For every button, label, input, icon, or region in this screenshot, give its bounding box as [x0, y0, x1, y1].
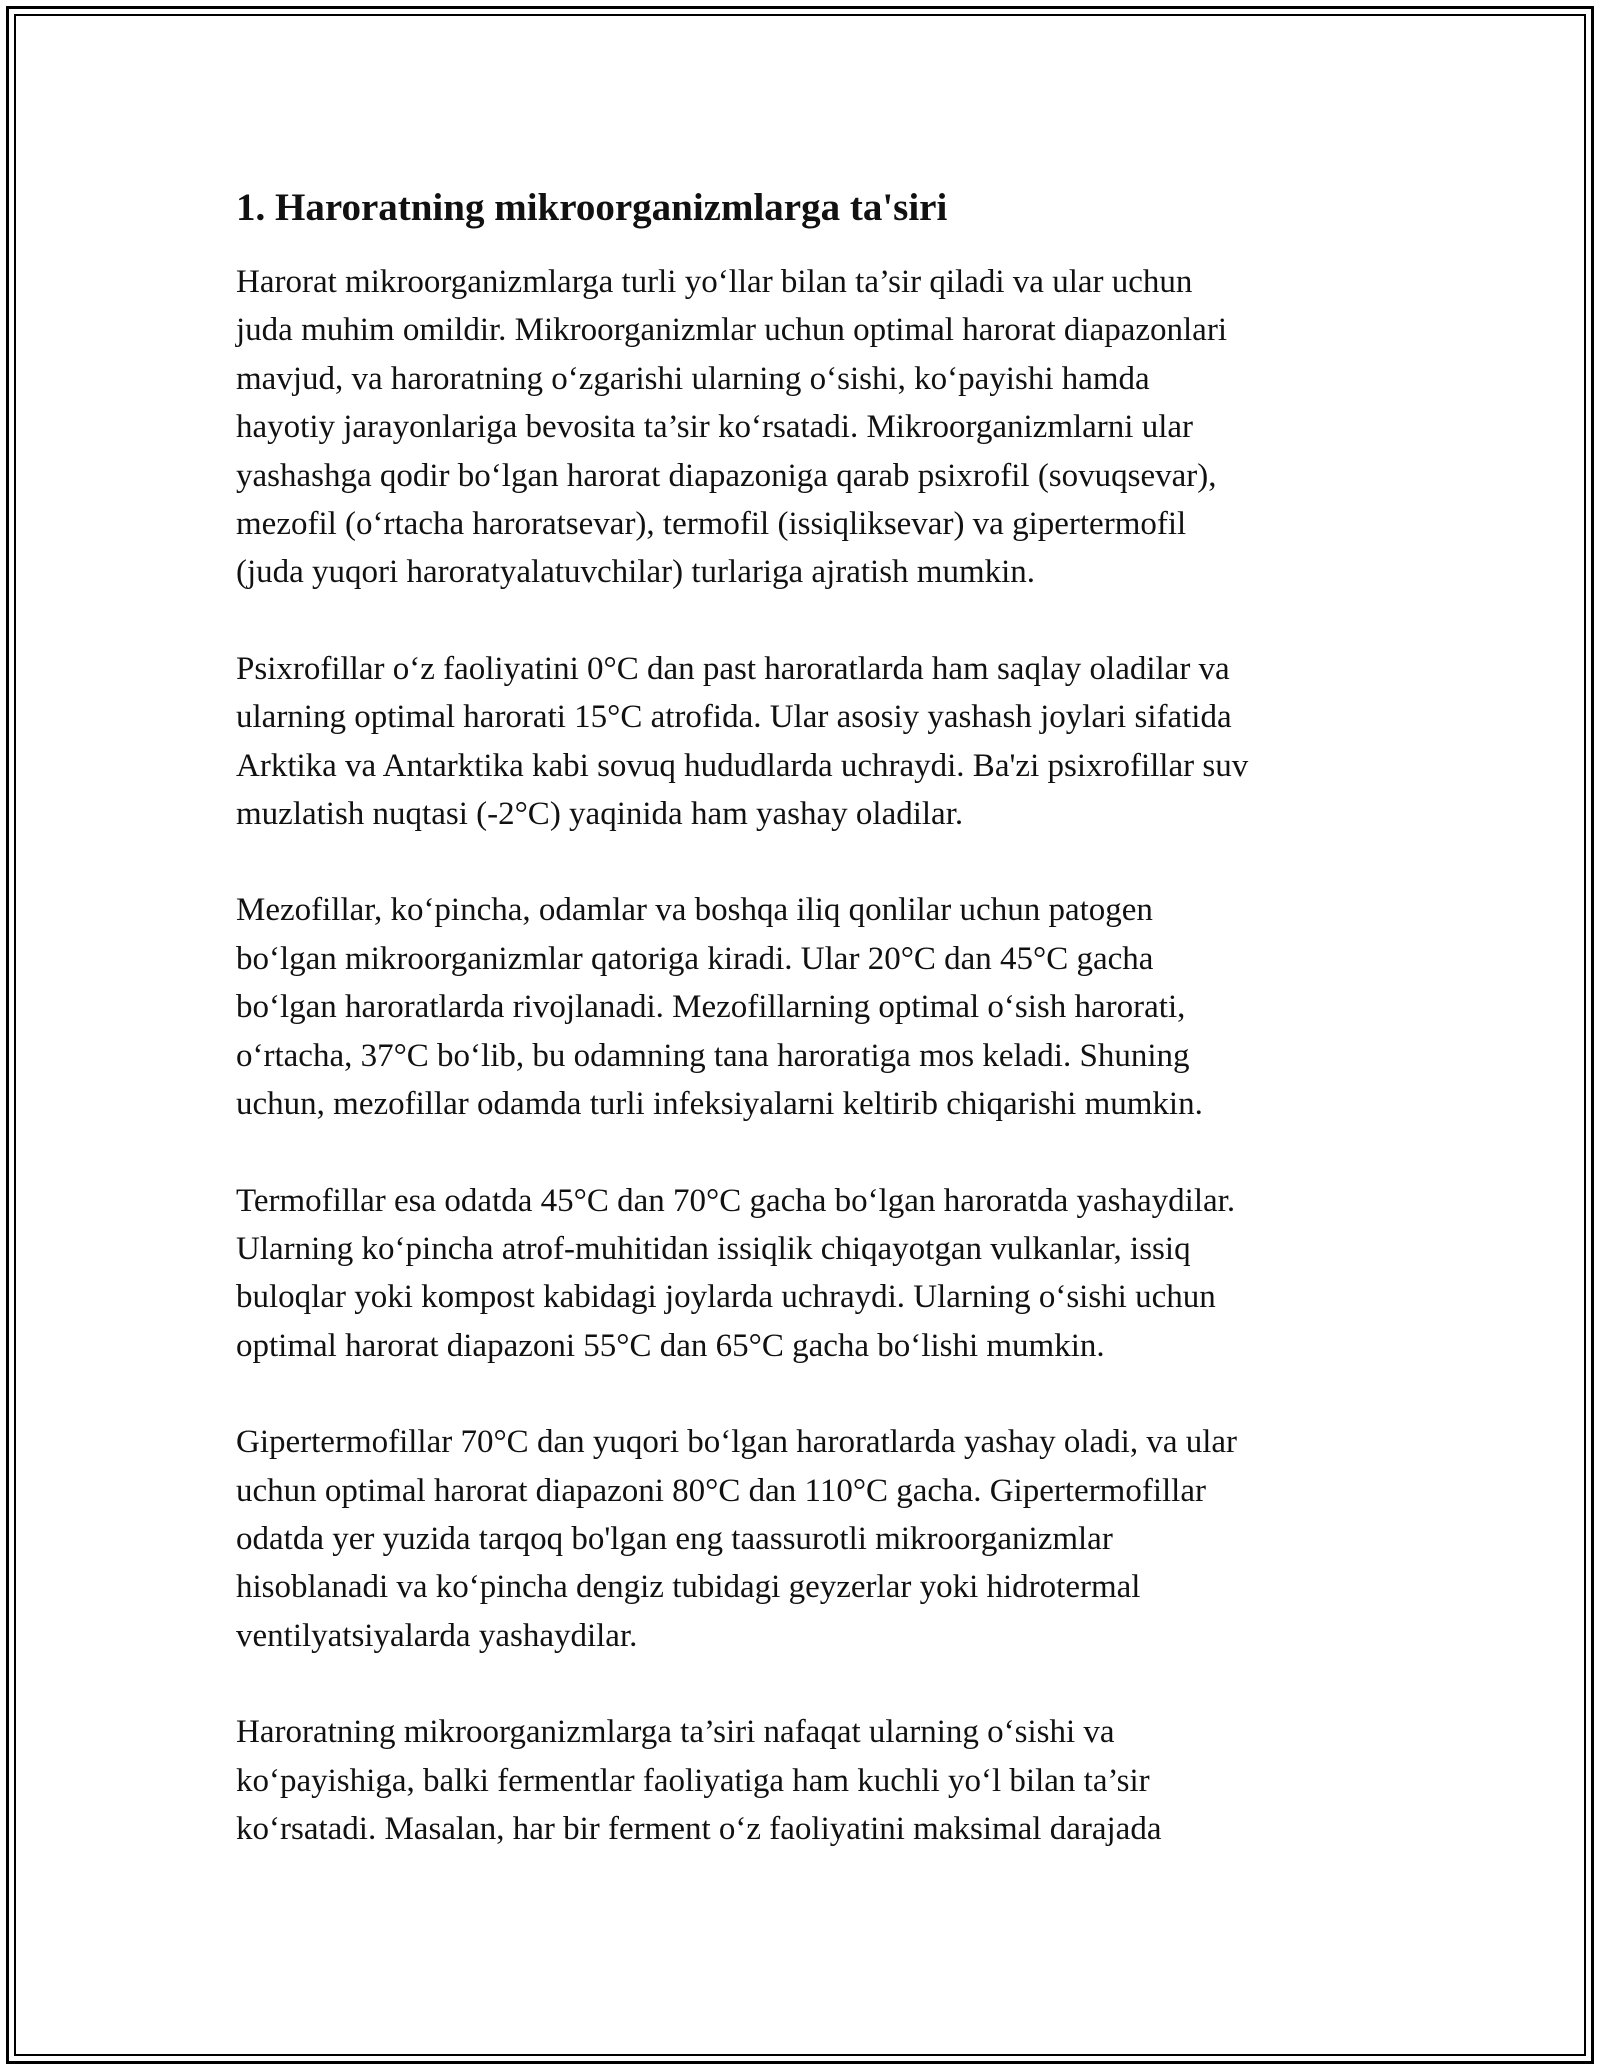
paragraph — [236, 886, 1386, 1128]
paragraph-line: uchun optimal harorat diapazoni 80°C dan 110°C gacha. Gipertermofillar — [236, 1472, 1206, 1509]
paragraph-line: bo‘lgan mikroorganizmlar qatoriga kiradi. Ular 20°C dan 45°C gacha — [236, 940, 1154, 977]
paragraph-line: (juda yuqori haroratyalatuvchilar) turlariga ajratish mumkin. — [236, 554, 1036, 591]
paragraph-line: ventilyatsiyalarda yashaydilar. — [236, 1617, 638, 1654]
paragraph-line: Harorat mikroorganizmlarga turli yo‘llar bilan ta’sir qiladi va ular uchun — [236, 264, 1193, 300]
paragraph — [236, 1177, 1386, 1371]
paragraph-line: hayotiy jarayonlariga bevosita ta’sir ko‘rsatadi. Mikroorganizmlarni ular — [236, 409, 1194, 446]
paragraph — [236, 1708, 1386, 1853]
paragraph-line: o‘rtacha, 37°C bo‘lib, bu odamning tana haroratiga mos keladi. Shuning — [236, 1037, 1190, 1074]
paragraph-line: Psixrofillar o‘z faoliyatini 0°C dan past haroratlarda ham saqlay oladilar va — [236, 650, 1230, 687]
paragraph-line: Ularning ko‘pincha atrof-muhitidan issiqlik chiqayotgan vulkanlar, issiq — [236, 1230, 1191, 1267]
paragraph-line: Mezofillar, ko‘pincha, odamlar va boshqa iliq qonlilar uchun patogen — [236, 892, 1153, 929]
paragraph-line: uchun, mezofillar odamda turli infeksiyalarni keltirib chiqarishi mumkin. — [236, 1086, 1203, 1123]
paragraph-line: Termofillar esa odatda 45°C dan 70°C gacha bo‘lgan haroratda yashaydilar. — [236, 1182, 1236, 1219]
paragraph-line: mavjud, va haroratning o‘zgarishi ularning o‘sishi, ko‘payishi hamda — [236, 360, 1150, 397]
paragraph-line: juda muhim omildir. Mikroorganizmlar uchun optimal harorat diapazonlari — [236, 312, 1227, 349]
paragraph-line: bo‘lgan haroratlarda rivojlanadi. Mezofillarning optimal o‘sish harorati, — [236, 989, 1186, 1026]
paragraph-line: yashashga qodir bo‘lgan harorat diapazoniga qarab psixrofil (sovuqsevar), — [236, 457, 1217, 494]
paragraph-line: muzlatish nuqtasi (-2°C) yaqinida ham yashay oladilar. — [236, 796, 964, 833]
paragraph-line: Arktika va Antarktika kabi sovuq hududlarda uchraydi. Ba'zi psixrofillar suv — [236, 747, 1249, 784]
paragraph-line: Gipertermofillar 70°C dan yuqori bo‘lgan haroratlarda yashay oladi, va ular — [236, 1424, 1238, 1461]
paragraph-line: buloqlar yoki kompost kabidagi joylarda uchraydi. Ularning o‘sishi uchun — [236, 1279, 1216, 1316]
paragraph-line: hisoblanadi va ko‘pincha dengiz tubidagi geyzerlar yoki hidrotermal — [236, 1569, 1141, 1606]
paragraph — [236, 258, 1386, 597]
paragraph-line: odatda yer yuzida tarqoq bo'lgan eng taassurotli mikroorganizmlar — [236, 1520, 1113, 1557]
paragraph-list — [236, 258, 1386, 1853]
paragraph-line: mezofil (o‘rtacha haroratsevar), termofil (issiqliksevar) va gipertermofil — [236, 506, 1187, 543]
paragraph — [236, 1418, 1386, 1660]
paragraph-line: ularning optimal harorati 15°C atrofida. Ular asosiy yashash joylari sifatida — [236, 699, 1232, 736]
document-body — [236, 184, 1386, 1901]
paragraph-line: ko‘rsatadi. Masalan, har bir ferment o‘z faoliyatini maksimal darajada — [236, 1810, 1162, 1847]
paragraph-line: optimal harorat diapazoni 55°C dan 65°C gacha bo‘lishi mumkin. — [236, 1327, 1105, 1364]
paragraph — [236, 645, 1386, 839]
paragraph-line: ko‘payishiga, balki fermentlar faoliyatiga ham kuchli yo‘l bilan ta’sir — [236, 1762, 1150, 1799]
section-heading: 1. Haroratning mikroorganizmlarga ta'siri — [236, 186, 948, 229]
paragraph-line: Haroratning mikroorganizmlarga ta’siri nafaqat ularning o‘sishi va — [236, 1714, 1115, 1751]
